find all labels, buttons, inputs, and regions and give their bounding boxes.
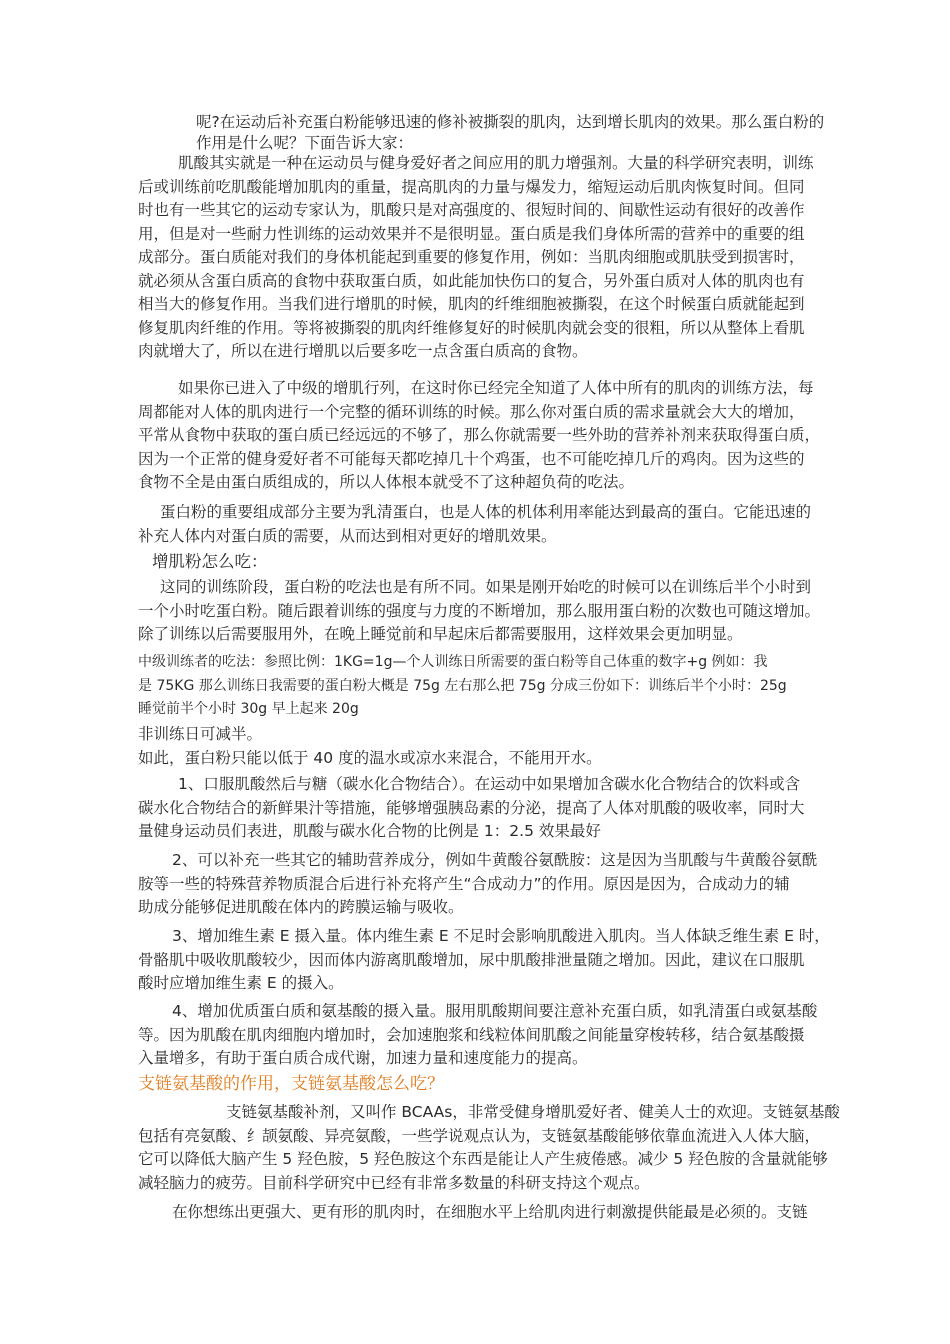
tip-item-1: 1、口服肌酸然后与糖（碳水化合物结合）。在运动中如果增加含碳水化合物结合的饮料或含 碳水化合物结合的新鲜果汁等措施，能够增强胰岛素的分泌，提高了人体对肌酸的吸收率，同时大 量健身运动员们表进，肌酸与碳水化合物的比例是 1：2.5 效果最好: [138, 775, 805, 840]
water-temperature-note: 如此，蛋白粉只能以低于 40 度的温水或凉水来混合，不能用开水。: [138, 749, 602, 767]
creatine-paragraph: 肌酸其实就是一种在运动员与健身爱好者之间应用的肌力增强剂。大量的科学研究表明，训练 后或训练前吃肌酸能增加肌肉的重量，提高肌肉的力量与爆发力，缩短运动后肌肉恢复时间。但同 时也有一些其它的运动专家认为，肌酸只是对高强度的、很短时间的、间歇性运动有很好的改善作 用，但是对一些耐力性训练的运动效果并不是很明显。蛋白质是我们身体所需的营养中的重要的组 成部分。蛋白质能对我们的身体机能起到重要的修复作用，例如：当肌肉细胞或肌肤受到损害时， 就必须从含蛋白质高的食物中获取蛋白质，如此能加快伤口的复合，另外蛋白质对人体的肌肉也有 相当大的修复作用。当我们进行增肌的时候，肌肉的纤维细胞被撕裂，在这个时候蛋白质就能起到 修复肌肉纤维的作用。等将被撕裂的肌肉纤维修复好的时候肌肉就会变的很粗，所以从整体上看肌 肉就增大了，所以在进行增肌以后要多吃一点含蛋白质高的食物。: [138, 154, 814, 360]
tip-item-2: 2、可以补充一些其它的辅助营养成分，例如牛黄酸谷氨酰胺：这是因为当肌酸与牛黄酸谷氨酰 胺等一些的特殊营养物质混合后进行补充将产生“合成动力”的作用。原因是因为，合成动力的辅 助成分能够促进肌酸在体内的跨膜运输与吸收。: [138, 851, 818, 916]
tip-item-3: 3、增加维生素 E 摄入量。体内维生素 E 不足时会影响肌酸进入肌肉。当人体缺乏维生素 E 时， 骨骼肌中吸收肌酸较少，因而体内游离肌酸增加，尿中肌酸排泄量随之增加。因此，建议在口服肌 酸时应增加维生素 E 的摄入。: [138, 927, 830, 992]
intermediate-dosage-paragraph: 中级训练者的吃法：参照比例：1KG=1g—个人训练日所需要的蛋白粉等自己体重的数字+g 例如：我 是 75KG 那么训练日我需要的蛋白粉大概是 75g 左右那么把 75g 分成三份如下：训练后半个小时：25g 睡觉前半个小时 30g 早上起来 20g: [138, 654, 787, 717]
intermediate-paragraph: 如果你已进入了中级的增肌行列，在这时你已经完全知道了人体中所有的肌肉的训练方法，每 周都能对人体的肌肉进行一个完整的循环训练的时候。那么你对蛋白质的需求量就会大大的增加， 平常从食物中获取的蛋白质已经远远的不够了，那么你就需要一些外助的营养补剂来获取得蛋白质， 因为一个正常的健身爱好者不可能每天都吃掉几十个鸡蛋，也不可能吃掉几斤的鸡肉。因为这些的 食物不全是由蛋白质组成的，所以人体根本就受不了这种超负荷的吃法。: [138, 379, 821, 491]
bcaa-section-heading: 支链氨基酸的作用，支链氨基酸怎么吃？: [138, 1074, 444, 1094]
final-paragraph-fragment: 在你想练出更强大、更有形的肌肉时，在细胞水平上给肌肉进行刺激提供能最是必须的。支链: [172, 1203, 808, 1221]
how-to-eat-paragraph: 这同的训练阶段，蛋白粉的吃法也是有所不同。如果是刚开始吃的时候可以在训练后半个小时到 一个小时吃蛋白粉。随后跟着训练的强度与力度的不断增加，那么服用蛋白粉的次数也可随这增加。 除了训练以后需要服用外，在晚上睡觉前和早起床后都需要服用，这样效果会更加明显。: [138, 578, 821, 643]
tip-item-4: 4、增加优质蛋白质和氨基酸的摄入量。服用肌酸期间要注意补充蛋白质，如乳清蛋白或氨基酸 等。因为肌酸在肌肉细胞内增加时，会加速胞浆和线粒体间肌酸之间能量穿梭转移，结合氨基酸摄 入量增多，有助于蛋白质合成代谢，加速力量和速度能力的提高。: [138, 1002, 818, 1067]
bcaa-paragraph: 支链氨基酸补剂，又叫作 BCAAs，非常受健身增肌爱好者、健美人士的欢迎。支链氨基酸 包括有亮氨酸、纟颉氨酸、异亮氨酸，一些学说观点认为，支链氨基酸能够依靠血流进入人体大脑， 它可以降低大脑产生 5 羟色胺，5 羟色胺这个东西是能让人产生疲倦感。减少 5 羟色胺的含量就能够 减轻脑力的疲劳。目前科学研究中已经有非常多数量的科研支持这个观点。: [138, 1103, 840, 1192]
intro-paragraph: 呢?在运动后补充蛋白粉能够迅速的修补被撕裂的肌肉，达到增长肌肉的效果。那么蛋白粉的 作用是什么呢？下面告诉大家：: [196, 113, 825, 152]
whey-paragraph: 蛋白粉的重要组成部分主要为乳清蛋白，也是人体的机体利用率能达到最高的蛋白。它能迅速的 补充人体内对蛋白质的需要，从而达到相对更好的增肌效果。: [138, 503, 812, 545]
non-training-day-note: 非训练日可减半。: [138, 725, 263, 743]
how-to-eat-subheading: 增肌粉怎么吃：: [152, 552, 268, 571]
